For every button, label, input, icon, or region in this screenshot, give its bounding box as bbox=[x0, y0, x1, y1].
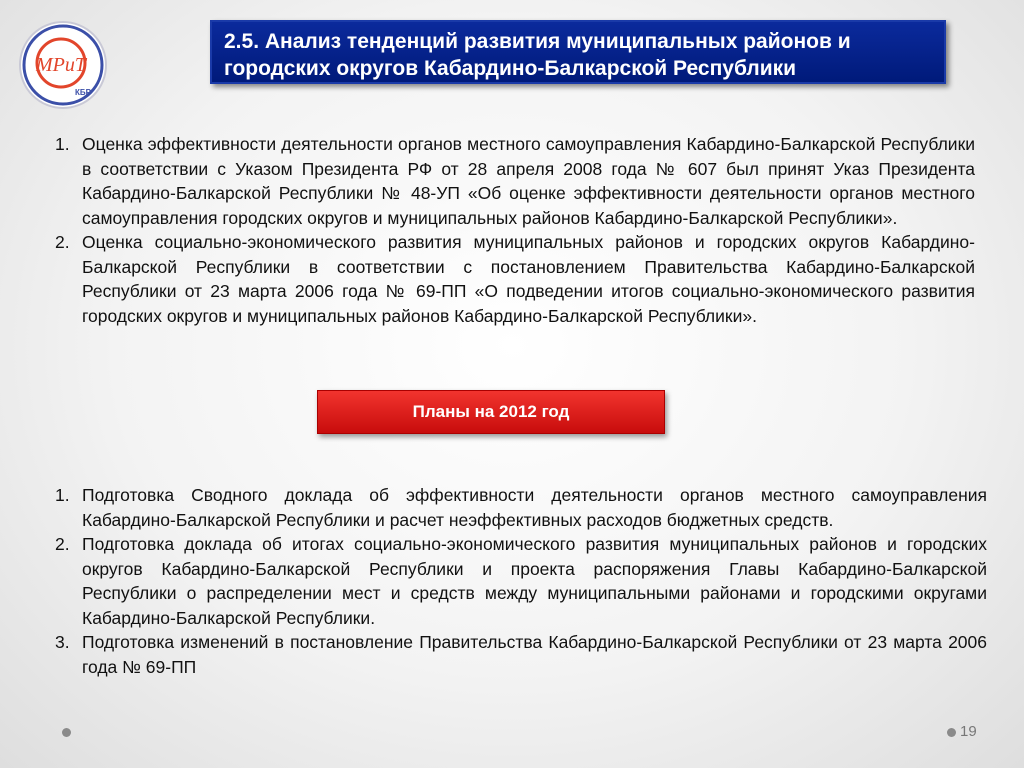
list-item bbox=[55, 630, 987, 679]
list-item-number: 2. bbox=[55, 534, 70, 554]
list-item-number: 2. bbox=[55, 232, 70, 252]
list-item-number: 1. bbox=[55, 485, 70, 505]
list-item bbox=[55, 532, 987, 630]
footer-dot-right bbox=[947, 728, 956, 737]
list-item-number: 1. bbox=[55, 134, 70, 154]
list-item bbox=[55, 132, 975, 230]
assessment-list bbox=[55, 132, 975, 328]
list-item-number: 3. bbox=[55, 632, 70, 652]
list-item bbox=[55, 483, 987, 532]
footer-dot-left bbox=[62, 728, 71, 737]
list-item-text: Оценка эффективности деятельности органов местного самоуправления Кабардино-Балкарской Республики в соответствии с Указом Президента РФ от 28 апреля 2008 года № 607 был принят Указ Президента Кабардино-Балкарской Республики № 48-УП «Об оценке эффективности деятельности органов местного самоуправления городских округов и муниципальных районов Кабардино-Балкарской Республики». bbox=[82, 134, 975, 228]
organization-logo bbox=[17, 19, 109, 111]
slide-title bbox=[210, 20, 946, 84]
page-number: 19 bbox=[960, 723, 977, 740]
plans-2012-banner bbox=[317, 390, 665, 434]
list-item-text: Подготовка доклада об итогах социально-экономического развития муниципальных районов и городских округов Кабардино-Балкарской Республики и проекта распоряжения Главы Кабардино-Балкарской Республики о распределении мест и средств между муниципальными районами и городскими округами Кабардино-Балкарской Республики. bbox=[82, 534, 987, 628]
slide-title-text: 2.5. Анализ тенденций развития муниципальных районов и городских округов Кабардино-Балкарской Республики bbox=[224, 30, 851, 80]
list-item-text: Подготовка изменений в постановление Правительства Кабардино-Балкарской Республики от 23 марта 2006 года № 69-ПП bbox=[82, 632, 987, 677]
list-item bbox=[55, 230, 975, 328]
svg-text:КБР: КБР bbox=[75, 88, 91, 97]
list-item-text: Оценка социально-экономического развития муниципальных районов и городских округов Кабардино-Балкарской Республики в соответствии с постановлением Правительства Кабардино-Балкарской Республики от 23 марта 2006 года № 69-ПП «О подведении итогов социально-экономического развития городских округов и муниципальных районов Кабардино-Балкарской Республики». bbox=[82, 232, 975, 326]
list-item-text: Подготовка Сводного доклада об эффективности деятельности органов местного самоуправления Кабардино-Балкарской Республики и расчет неэффективных расходов бюджетных средств. bbox=[82, 485, 987, 530]
plans-2012-label: Планы на 2012 год bbox=[412, 402, 570, 421]
plans-list bbox=[55, 483, 987, 679]
svg-text:МРиТ: МРиТ bbox=[36, 54, 86, 76]
